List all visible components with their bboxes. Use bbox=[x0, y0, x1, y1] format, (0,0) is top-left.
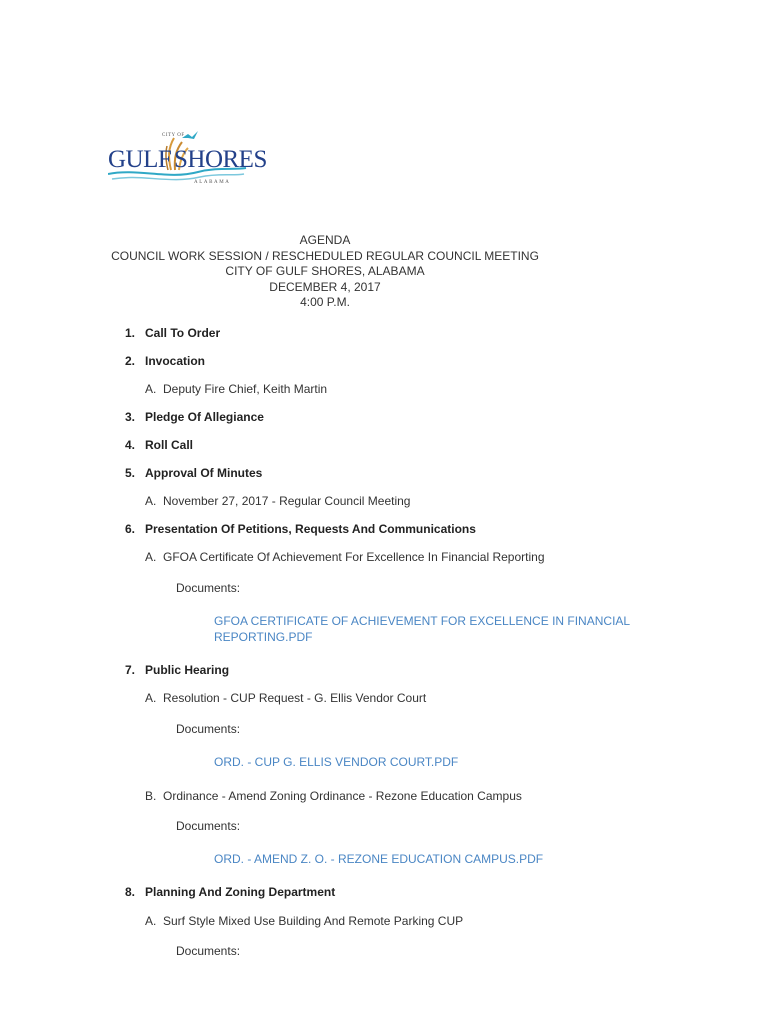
sub-item bbox=[145, 914, 463, 928]
header-agenda: AGENDA bbox=[299, 233, 351, 247]
logo-alabama: ALABAMA bbox=[194, 180, 231, 185]
item-title: Planning And Zoning Department bbox=[145, 885, 336, 899]
sub-item-text: Deputy Fire Chief, Keith Martin bbox=[163, 382, 328, 396]
item-title: Invocation bbox=[145, 354, 206, 368]
header-time: 4:00 P.M. bbox=[300, 295, 350, 309]
sub-item bbox=[145, 550, 545, 564]
item-title: Presentation Of Petitions, Requests And Communications bbox=[145, 522, 476, 536]
sub-item-text: GFOA Certificate Of Achievement For Excellence In Financial Reporting bbox=[163, 550, 545, 564]
sub-item bbox=[145, 382, 327, 396]
item-number: 3. bbox=[125, 410, 136, 424]
document-link[interactable]: GFOA CERTIFICATE OF ACHIEVEMENT FOR EXCELLENCE IN FINANCIAL REPORTING.PDF bbox=[214, 614, 630, 644]
sub-item-letter: A. bbox=[145, 494, 157, 508]
logo-city-of: CITY OF bbox=[162, 133, 185, 138]
sub-item-text: Surf Style Mixed Use Building And Remote Parking CUP bbox=[163, 914, 464, 928]
item-number: 2. bbox=[125, 354, 136, 368]
item-number: 7. bbox=[125, 663, 136, 677]
documents-label: Documents: bbox=[176, 581, 241, 595]
sub-item-letter: A. bbox=[145, 914, 157, 928]
logo-gulf: GULF bbox=[108, 146, 172, 173]
header-city: CITY OF GULF SHORES, ALABAMA bbox=[225, 264, 425, 278]
sub-item-letter: B. bbox=[145, 789, 157, 803]
sub-item-text: Ordinance - Amend Zoning Ordinance - Rezone Education Campus bbox=[163, 789, 522, 803]
documents-label: Documents: bbox=[176, 819, 241, 833]
header-date: DECEMBER 4, 2017 bbox=[269, 279, 381, 294]
documents-label: Documents: bbox=[176, 722, 241, 736]
agenda-header bbox=[0, 233, 650, 311]
logo-shores: SHORES bbox=[174, 146, 267, 173]
sub-item-letter: A. bbox=[145, 382, 157, 396]
header-meeting-type: COUNCIL WORK SESSION / RESCHEDULED REGULAR COUNCIL MEETING bbox=[111, 248, 539, 263]
document-link[interactable]: ORD. - AMEND Z. O. - REZONE EDUCATION CAMPUS.PDF bbox=[214, 852, 544, 866]
item-title: Call To Order bbox=[145, 326, 221, 340]
document-link[interactable]: ORD. - CUP G. ELLIS VENDOR COURT.PDF bbox=[214, 755, 459, 769]
item-number: 8. bbox=[125, 885, 136, 899]
sub-item-text: November 27, 2017 - Regular Council Meeting bbox=[163, 494, 411, 508]
item-number: 1. bbox=[125, 326, 136, 340]
item-number: 4. bbox=[125, 438, 136, 452]
item-number: 6. bbox=[125, 522, 136, 536]
item-title: Approval Of Minutes bbox=[145, 466, 263, 480]
item-title: Pledge Of Allegiance bbox=[145, 410, 264, 424]
gulf-shores-logo bbox=[108, 130, 267, 190]
documents-label: Documents: bbox=[176, 944, 241, 958]
item-title: Roll Call bbox=[145, 438, 194, 452]
sub-item-letter: A. bbox=[145, 691, 157, 705]
sub-item bbox=[145, 494, 410, 508]
sub-item-text: Resolution - CUP Request - G. Ellis Vendor Court bbox=[163, 691, 427, 705]
item-title: Public Hearing bbox=[145, 663, 230, 677]
sub-item-letter: A. bbox=[145, 550, 157, 564]
sub-item bbox=[145, 691, 426, 705]
item-number: 5. bbox=[125, 466, 136, 480]
sub-item bbox=[145, 789, 522, 803]
